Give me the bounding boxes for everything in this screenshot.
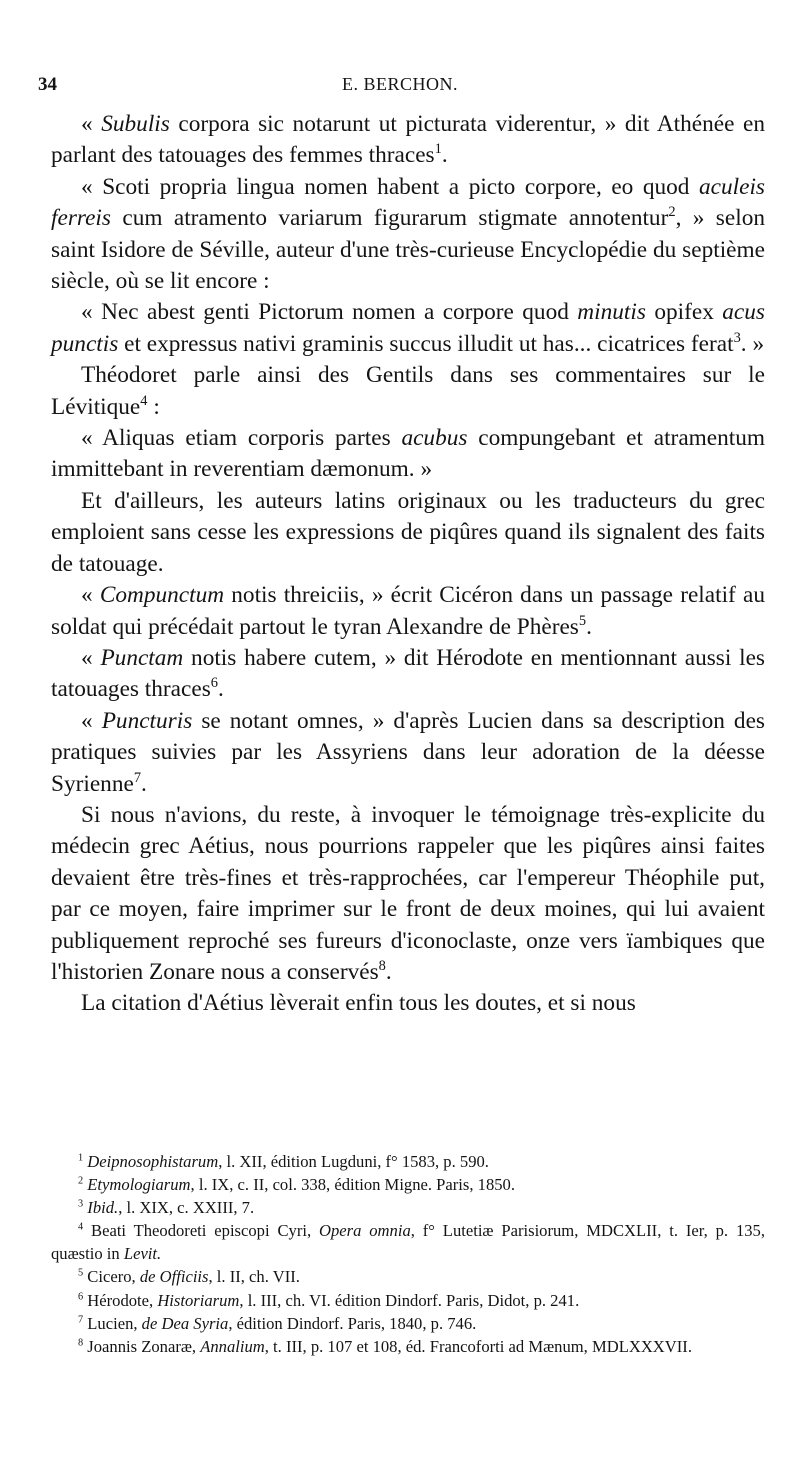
- italic-text: Historiarum: [157, 1290, 240, 1310]
- text-run: « Aliquas etiam corporis partes: [81, 425, 402, 452]
- text-run: , l. IX, c. II, col. 338, édition Migne. Paris, 1850.: [190, 1175, 516, 1195]
- italic-text: de Dea Syria: [141, 1313, 229, 1333]
- note-reference: 4: [78, 1221, 84, 1233]
- note-reference: 2: [668, 204, 676, 221]
- paragraph: [51, 423, 765, 486]
- note-reference: 3: [733, 330, 741, 347]
- text-run: Théodoret parle ainsi des Gentils dans ses commentaires sur le Lévitique: [51, 362, 765, 420]
- text-run: et expressus nativi graminis succus illudit ut has... cicatrices ferat: [118, 330, 734, 357]
- footnote: [51, 1173, 765, 1196]
- text-run: Hérodote,: [83, 1290, 158, 1310]
- italic-text: Compunctum: [99, 582, 225, 609]
- text-run: opifex: [645, 299, 723, 326]
- paragraph: [51, 800, 765, 988]
- note-reference: 6: [78, 1291, 84, 1303]
- italic-text: Deipnosophistarum: [87, 1152, 219, 1171]
- note-reference: 1: [78, 1152, 84, 1164]
- text-run: corpora sic notarunt ut picturata viderentur, » dit Athénée en parlant des tatouages des femmes thraces: [51, 111, 765, 169]
- text-run: .: [586, 613, 592, 640]
- text-run: , t. III, p. 107 et 108, éd. Francoforti ad Mænum, MDLXXXVII.: [264, 1336, 692, 1356]
- text-run: .: [218, 676, 224, 703]
- text-run: notis threiciis, » écrit Cicéron dans un passage relatif au soldat qui précédait partout le tyran Alexandre de Phères: [51, 582, 765, 640]
- text-run: « Scoti propria lingua nomen habent a picto corpore, eo quod: [81, 173, 699, 200]
- text-run: Lucien,: [83, 1313, 142, 1333]
- note-reference: 7: [133, 769, 142, 786]
- footnotes: [51, 1150, 765, 1358]
- text-run: , l. XIX, c. XXIII, 7.: [118, 1198, 255, 1218]
- note-reference: 5: [578, 612, 587, 629]
- paragraph: [51, 360, 765, 423]
- text-run: La citation d'Aétius lèverait enfin tous les doutes, et si nous: [81, 990, 636, 1017]
- footnote: [51, 1289, 765, 1312]
- italic-text: Levit.: [123, 1244, 162, 1264]
- text-run: , l. XII, édition Lugduni, f° 1583, p. 590.: [218, 1152, 489, 1171]
- text-run: « Nec abest genti Pictorum nomen a corpore quod: [81, 299, 578, 326]
- note-reference: 6: [210, 675, 218, 692]
- body-text: [51, 109, 765, 1020]
- footnote: [51, 1150, 765, 1173]
- running-head: E. BERCHON.: [341, 74, 458, 94]
- paragraph: [51, 109, 765, 172]
- text-run: Cicero,: [83, 1267, 140, 1287]
- note-reference: 2: [78, 1175, 84, 1187]
- text-run: cum atramento variarum figurarum stigmate annotentur: [110, 205, 669, 232]
- text-run: «: [81, 111, 102, 137]
- paragraph: [51, 580, 765, 643]
- note-reference: 4: [140, 392, 148, 409]
- text-run: Et d'ailleurs, les auteurs latins originaux ou les traducteurs du grec emploient sans cesse les expressions de piqûres quand ils signalent des faits de tatouage.: [51, 487, 765, 577]
- footnote: [51, 1265, 765, 1288]
- note-reference: 5: [78, 1267, 84, 1279]
- footnote: [51, 1219, 765, 1265]
- note-reference: 1: [434, 141, 442, 158]
- italic-text: aculeis ferreis: [51, 173, 765, 232]
- text-run: .: [441, 142, 448, 169]
- text-run: se notant omnes, » d'après Lucien dans sa description des pratiques suivies par les Assyriens dans leur adoration de la déesse Syrienne: [51, 707, 765, 797]
- text-run: . »: [740, 330, 765, 357]
- italic-text: Annalium: [200, 1336, 265, 1356]
- text-run: Beati Theodoreti episcopi Cyri,: [83, 1221, 319, 1241]
- italic-text: Punctam: [100, 644, 184, 671]
- page-number: 34: [38, 74, 57, 95]
- italic-text: Subulis: [101, 111, 170, 137]
- note-reference: 8: [378, 958, 386, 975]
- footnote: [51, 1335, 765, 1358]
- text-run: , l. III, ch. VI. édition Dindorf. Paris, Didot, p. 241.: [239, 1290, 580, 1310]
- italic-text: Puncturis: [101, 707, 193, 734]
- italic-text: de Officiis: [139, 1267, 209, 1287]
- italic-text: acus punctis: [51, 299, 765, 357]
- text-run: «: [81, 707, 102, 734]
- text-run: :: [147, 393, 160, 420]
- paragraph: [51, 486, 765, 580]
- page-header: [38, 74, 762, 100]
- text-run: compungebant et atramentum immittebant in reverentiam dæmonum. »: [51, 425, 766, 483]
- paragraph: [51, 297, 765, 360]
- text-run: Joannis Zonaræ,: [83, 1336, 201, 1356]
- text-run: Si nous n'avions, du reste, à invoquer le témoignage très-explicite du médecin grec Aétius, nous pourrions rappeler que les piqûres ainsi faites devaient être très-fines et très-rapprochées, car l'empereur Théophile put, par ce moyen, faire imprimer sur le front de deux moines, qui lui avaient publiquement reproché ses fureurs d'iconoclaste, onze vers ïambiques que l'historien Zonare nous a conservés: [51, 801, 765, 985]
- paragraph: [51, 706, 765, 800]
- paragraph: [51, 172, 765, 298]
- italic-text: Etymologiarum: [87, 1175, 191, 1195]
- note-reference: 7: [78, 1314, 84, 1326]
- paragraph: [51, 643, 765, 706]
- text-run: , f° Lutetiæ Parisiorum, MDCXLII, t. Ier, p. 135, quæstio in: [51, 1221, 765, 1264]
- italic-text: Ibid.: [87, 1198, 119, 1218]
- text-run: «: [81, 582, 100, 609]
- italic-text: Opera omnia: [318, 1221, 411, 1241]
- text-run: , » selon saint Isidore de Séville, auteur d'une très-curieuse Encyclopédie du septième siècle, où se lit encore :: [51, 205, 765, 295]
- text-run: , édition Dindorf. Paris, 1840, p. 746.: [228, 1313, 477, 1333]
- italic-text: minutis: [577, 299, 646, 326]
- note-reference: 8: [78, 1337, 84, 1349]
- footnote: [51, 1196, 765, 1219]
- text-run: .: [385, 958, 392, 985]
- italic-text: acubus: [401, 425, 468, 452]
- text-run: , l. II, ch. VII.: [208, 1267, 300, 1287]
- text-run: notis habere cutem, » dit Hérodote en mentionnant aussi les tatouages thraces: [51, 644, 765, 703]
- note-reference: 3: [78, 1198, 84, 1210]
- text-run: .: [141, 770, 147, 797]
- footnote: [51, 1312, 765, 1335]
- paragraph: [51, 988, 765, 1019]
- text-run: «: [81, 644, 101, 671]
